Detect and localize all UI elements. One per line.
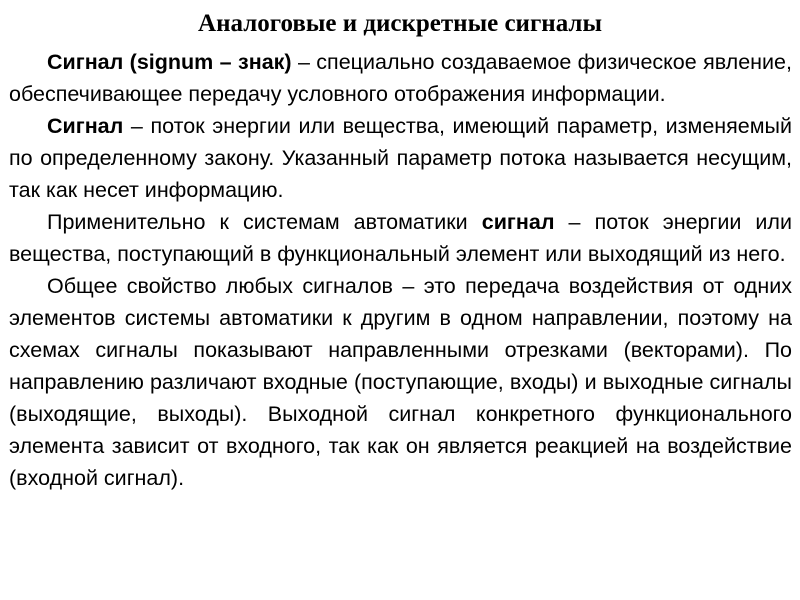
term-signal: Сигнал (47, 114, 124, 138)
paragraph-signal-flow (9, 110, 792, 206)
paragraph-signal-automation (9, 206, 792, 270)
paragraph-signal-properties (9, 270, 792, 494)
term-signal-signum: Сигнал (signum – знак) (47, 50, 292, 74)
slide-body (9, 46, 792, 494)
paragraph-text: – специально создаваемое физическое явление, обеспечивающее передачу условного отображения информации. (9, 50, 792, 106)
paragraph-text: – поток энергии или вещества, поступающий в функциональный элемент или выходящий из него. (9, 210, 792, 266)
paragraph-text: Общее свойство любых сигналов – это передача воздействия от одних элементов системы автоматики к другим в одном направлении, поэтому на схемах сигналы показывают направленными отрезками (векторами). По направлению различают входные (поступающие, входы) и выходные сигналы (выходящие, выходы). Выходной сигнал конкретного функционального элемента зависит от входного, так как он является реакцией на воздействие (входной сигнал). (9, 274, 792, 490)
paragraph-signal-definition (9, 46, 792, 110)
paragraph-text: – поток энергии или вещества, имеющий параметр, изменяемый по определенному закону. Указанный параметр потока называется несущим, так как несет информацию. (9, 114, 792, 202)
slide-title: Аналоговые и дискретные сигналы (198, 10, 602, 37)
term-signal-automation: сигнал (481, 210, 555, 234)
paragraph-prefix: Применительно к системам автоматики (47, 210, 482, 234)
